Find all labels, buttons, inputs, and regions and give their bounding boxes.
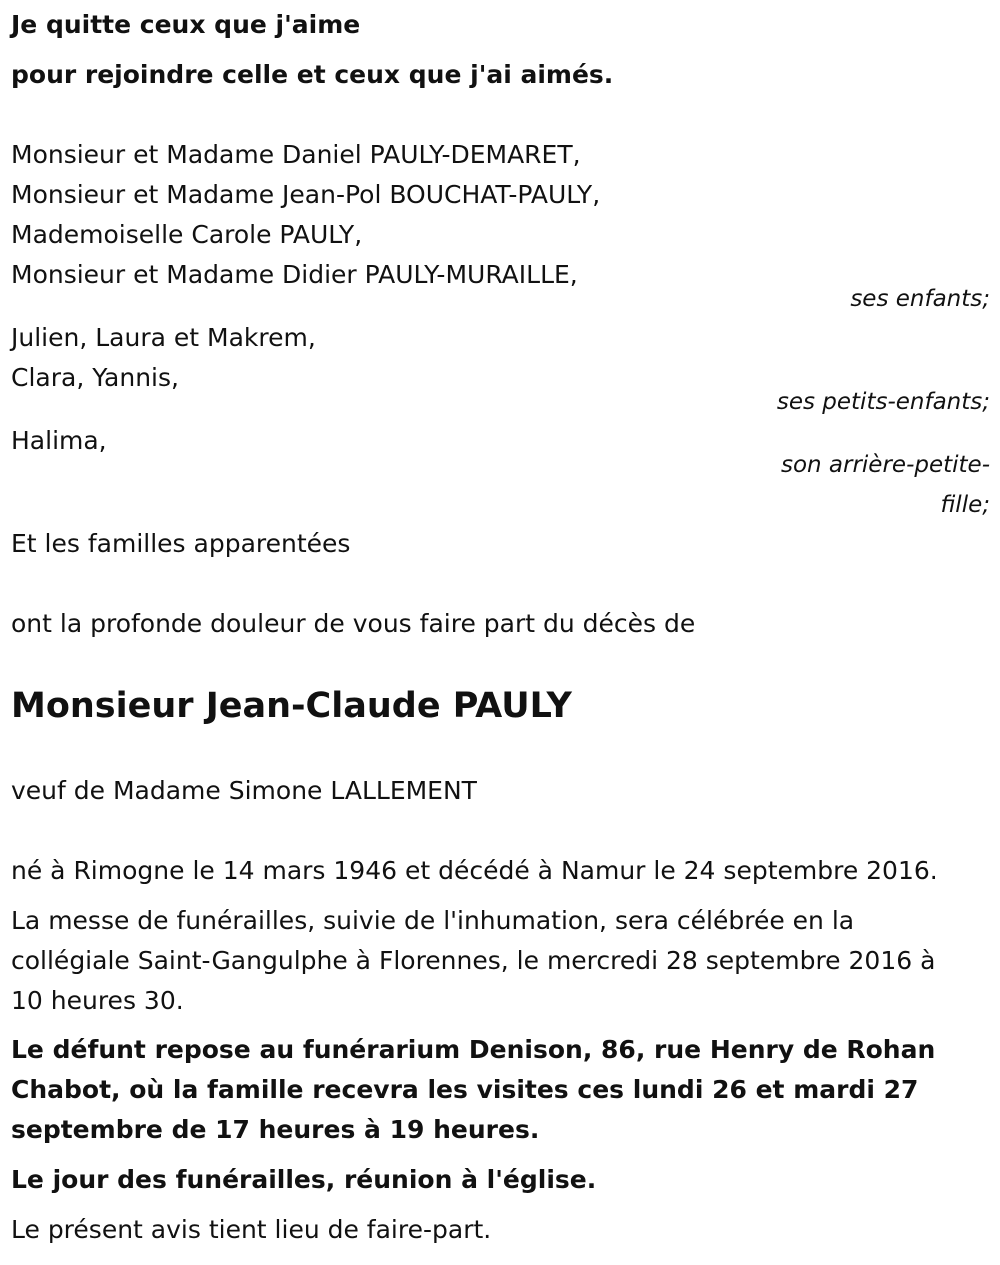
widower-line: veuf de Madame Simone LALLEMENT — [11, 776, 477, 805]
visitation-line: Chabot, où la famille recevra les visites ces lundi 26 et mardi 27 — [11, 1075, 919, 1104]
child-name: Mademoiselle Carole PAULY, — [11, 220, 363, 249]
visitation-line: Le défunt repose au funérarium Denison, 86, rue Henry de Rohan — [11, 1035, 936, 1064]
funeral-mass-paragraph — [11, 901, 986, 1021]
child-name: Monsieur et Madame Daniel PAULY-DEMARET, — [11, 140, 581, 169]
funeral-mass-line: La messe de funérailles, suivie de l'inhumation, sera célébrée en la — [11, 906, 855, 935]
notice-line: Le présent avis tient lieu de faire-part. — [11, 1215, 492, 1244]
funeral-mass-line: 10 heures 30. — [11, 986, 184, 1015]
announcement-line: ont la profonde douleur de vous faire part du décès de — [11, 609, 696, 638]
child-name: Monsieur et Madame Didier PAULY-MURAILLE, — [11, 260, 578, 289]
epigraph-line-1: Je quitte ceux que j'aime — [11, 10, 361, 39]
deceased-name: Monsieur Jean-Claude PAULY — [11, 686, 572, 726]
children-relation: ses enfants; — [850, 286, 990, 312]
birth-death-line: né à Rimogne le 14 mars 1946 et décédé à Namur le 24 septembre 2016. — [11, 856, 938, 885]
great-grandchild-relation-line-2: fille; — [940, 492, 990, 518]
great-grandchild-name: Halima, — [11, 426, 107, 455]
epigraph-line-2: pour rejoindre celle et ceux que j'ai aimés. — [11, 60, 614, 89]
visitation-line: septembre de 17 heures à 19 heures. — [11, 1115, 540, 1144]
meeting-line: Le jour des funérailles, réunion à l'église. — [11, 1165, 597, 1194]
families-line: Et les familles apparentées — [11, 529, 351, 558]
funeral-mass-line: collégiale Saint-Gangulphe à Florennes, le mercredi 28 septembre 2016 à — [11, 946, 936, 975]
child-name: Monsieur et Madame Jean-Pol BOUCHAT-PAULY, — [11, 180, 601, 209]
grandchildren-relation: ses petits-enfants; — [776, 389, 990, 415]
visitation-paragraph — [11, 1030, 986, 1150]
grandchild-name: Clara, Yannis, — [11, 363, 179, 392]
great-grandchild-relation-line-1: son arrière-petite- — [780, 452, 990, 478]
grandchild-name: Julien, Laura et Makrem, — [11, 323, 316, 352]
